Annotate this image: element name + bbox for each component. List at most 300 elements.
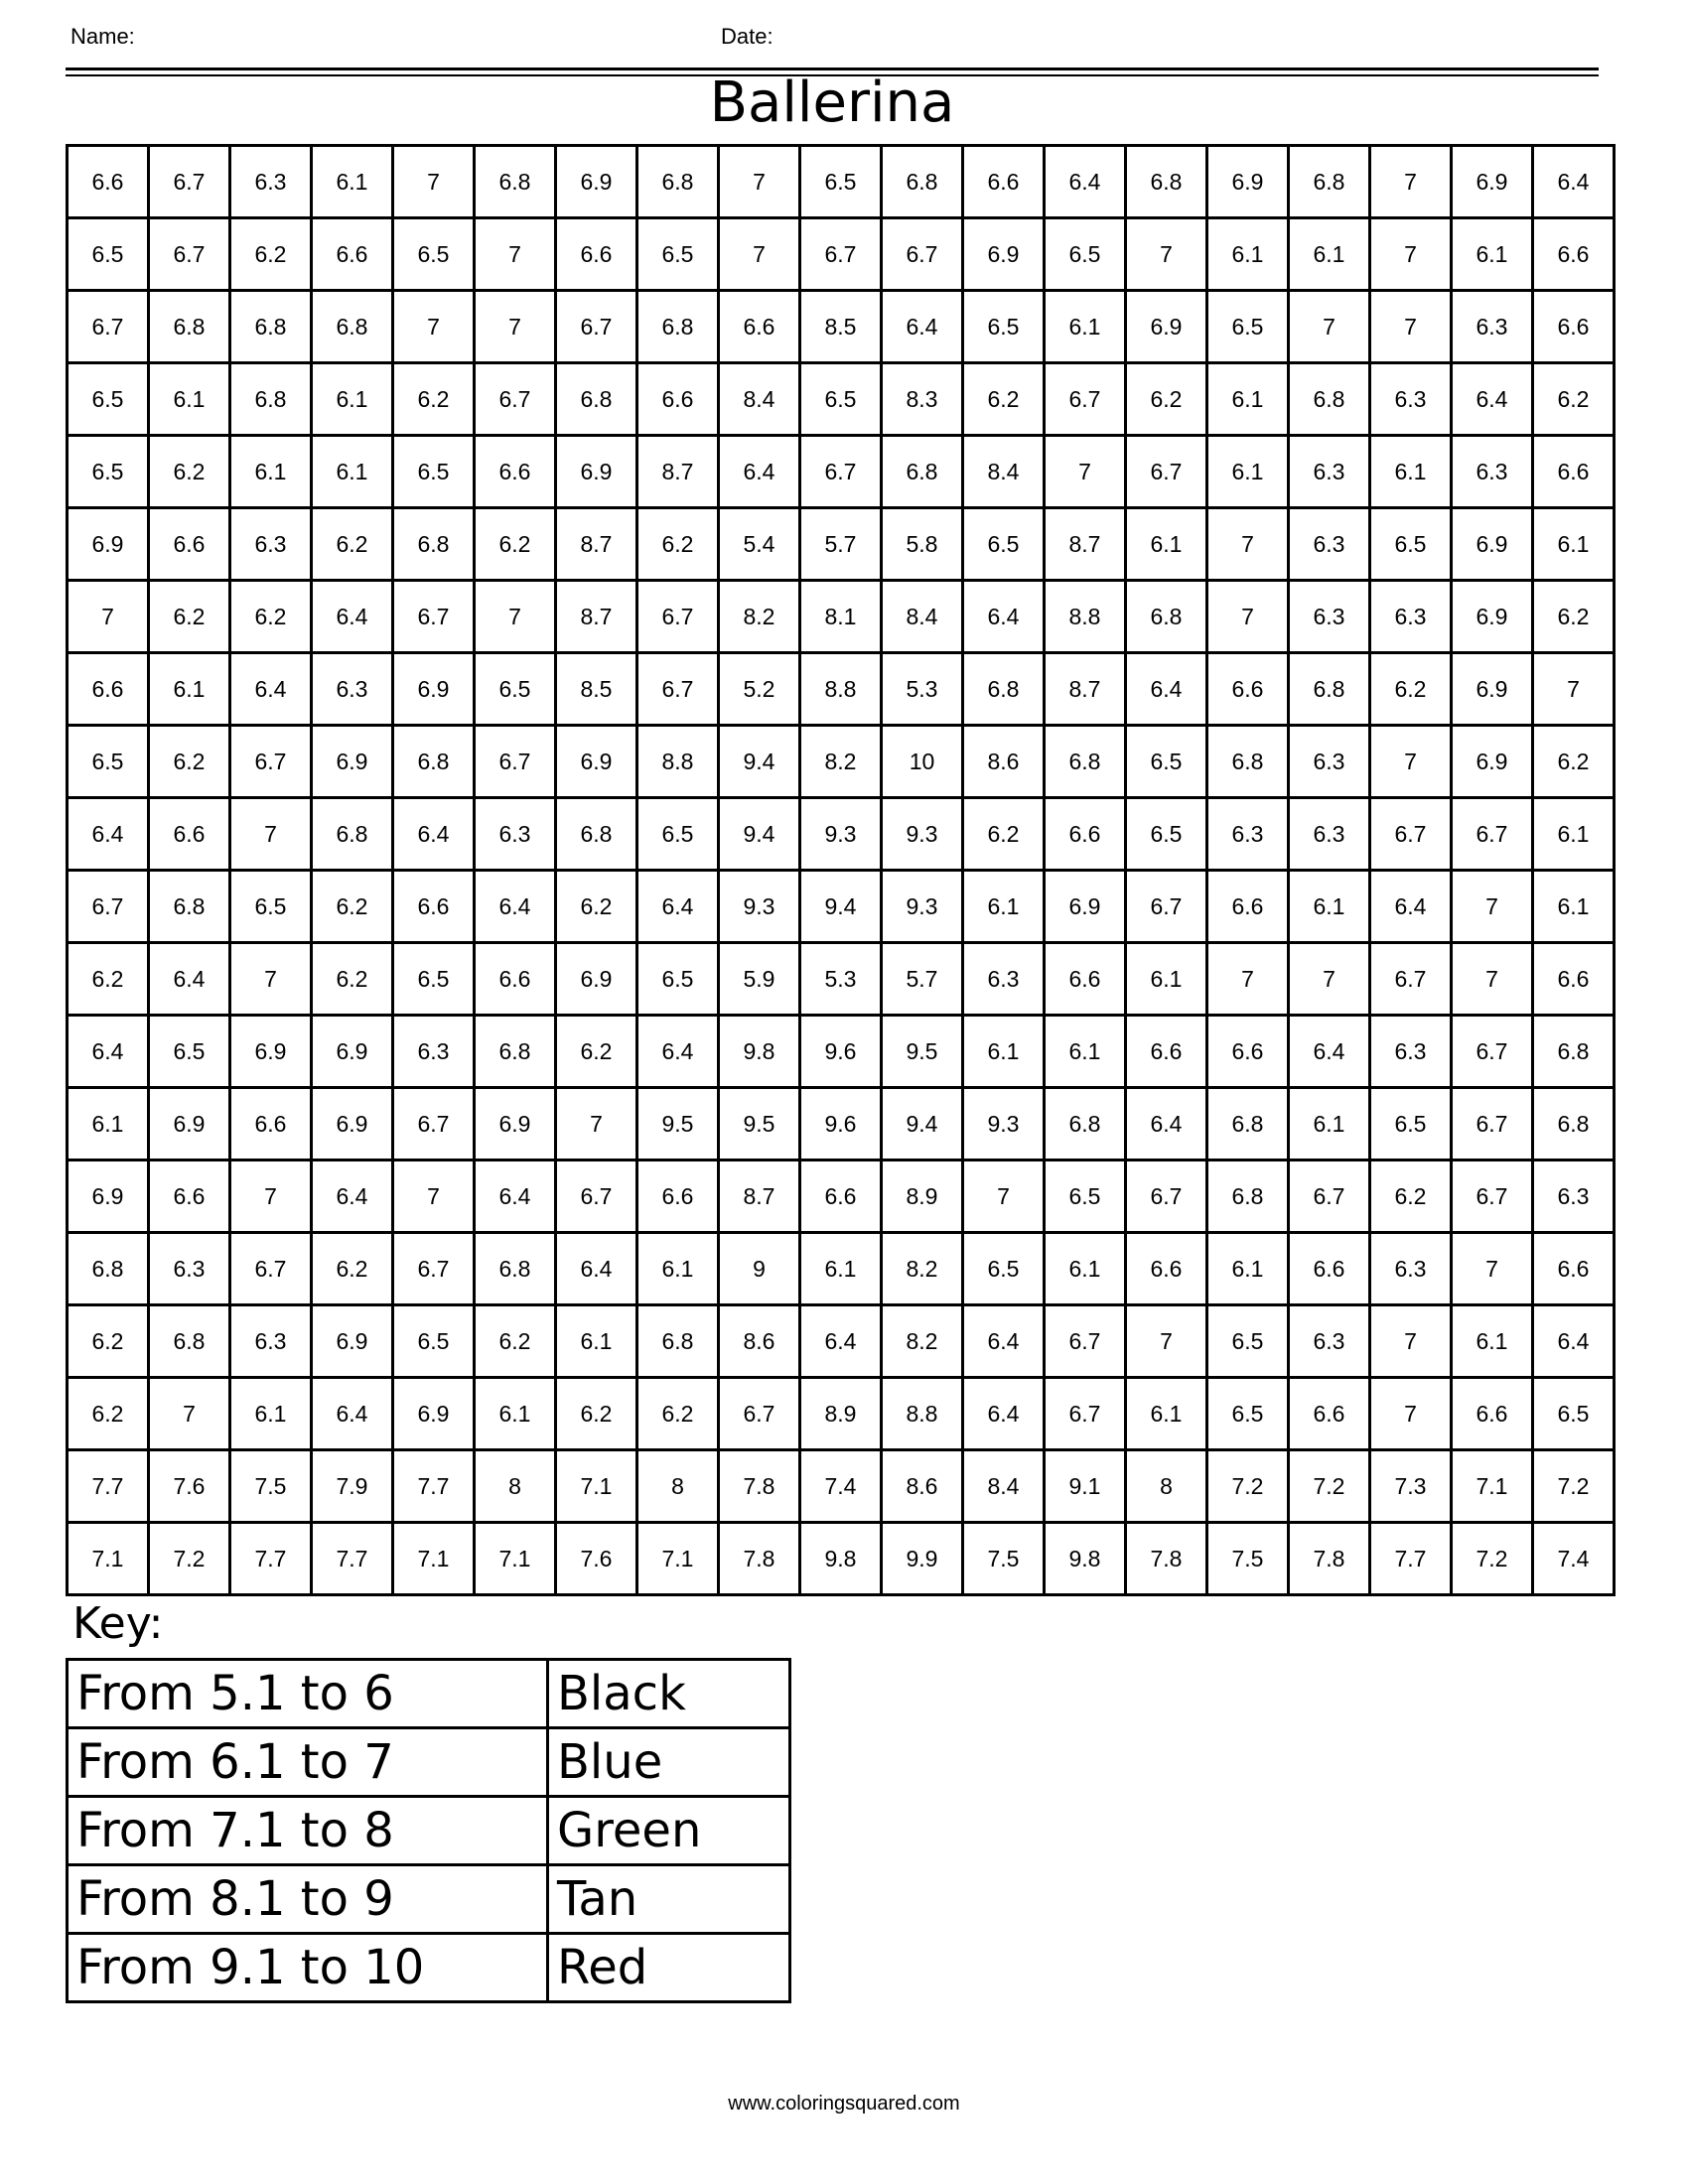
grid-cell: 6.4 (68, 1016, 149, 1088)
grid-cell: 7 (719, 146, 800, 218)
grid-cell: 5.3 (882, 653, 963, 726)
grid-cell: 6.6 (1126, 1016, 1207, 1088)
grid-cell: 7.1 (556, 1450, 637, 1523)
grid-cell: 6.7 (1452, 1088, 1533, 1160)
grid-cell: 6.1 (1289, 218, 1370, 291)
grid-row (68, 1160, 1615, 1233)
grid-cell: 8.6 (719, 1305, 800, 1378)
grid-cell: 6.2 (1533, 581, 1615, 653)
grid-row (68, 291, 1615, 363)
grid-cell: 6.1 (1045, 1233, 1126, 1305)
grid-cell: 7 (393, 291, 475, 363)
grid-cell: 6.7 (393, 581, 475, 653)
grid-cell: 7.8 (719, 1450, 800, 1523)
grid-cell: 6.8 (149, 291, 230, 363)
grid-cell: 6.6 (475, 943, 556, 1016)
grid-cell: 6.6 (1207, 653, 1289, 726)
grid-cell: 9.5 (719, 1088, 800, 1160)
grid-row (68, 146, 1615, 218)
date-label: Date: (721, 24, 774, 49)
grid-row (68, 943, 1615, 1016)
grid-cell: 9.6 (800, 1088, 882, 1160)
grid-cell: 9.8 (1045, 1523, 1126, 1595)
grid-cell: 8.7 (556, 508, 637, 581)
grid-cell: 6.7 (149, 146, 230, 218)
grid-cell: 6.1 (312, 363, 393, 436)
grid-row (68, 436, 1615, 508)
grid-cell: 6.7 (1126, 1160, 1207, 1233)
grid-cell: 7.5 (1207, 1523, 1289, 1595)
grid-row (68, 1523, 1615, 1595)
grid-cell: 6.5 (68, 363, 149, 436)
key-color: Black (548, 1660, 790, 1728)
grid-cell: 6.6 (393, 871, 475, 943)
grid-cell: 7 (1370, 726, 1452, 798)
grid-cell: 9.3 (800, 798, 882, 871)
grid-cell: 8.6 (963, 726, 1045, 798)
grid-cell: 7 (1370, 291, 1452, 363)
grid-cell: 6.3 (1452, 436, 1533, 508)
grid-cell: 6.7 (393, 1233, 475, 1305)
grid-cell: 6.1 (230, 1378, 312, 1450)
grid-cell: 6.1 (1289, 871, 1370, 943)
grid-cell: 6.2 (230, 581, 312, 653)
grid-cell: 6.2 (963, 798, 1045, 871)
grid-cell: 6.5 (1207, 1378, 1289, 1450)
grid-cell: 6.9 (556, 726, 637, 798)
key-range: From 5.1 to 6 (68, 1660, 548, 1728)
grid-cell: 6.1 (1370, 436, 1452, 508)
grid-cell: 6.7 (637, 653, 719, 726)
grid-cell: 6.6 (68, 653, 149, 726)
grid-cell: 6.9 (1452, 726, 1533, 798)
grid-cell: 5.7 (800, 508, 882, 581)
grid-cell: 6.2 (556, 871, 637, 943)
grid-cell: 6.7 (1045, 363, 1126, 436)
grid-cell: 6.4 (1126, 653, 1207, 726)
grid-cell: 6.9 (312, 726, 393, 798)
grid-cell: 6.4 (882, 291, 963, 363)
grid-cell: 6.5 (68, 218, 149, 291)
grid-cell: 6.8 (230, 291, 312, 363)
grid-cell: 6.1 (1207, 436, 1289, 508)
grid-cell: 6.8 (393, 726, 475, 798)
grid-cell: 9.4 (719, 798, 800, 871)
grid-cell: 6.6 (1126, 1233, 1207, 1305)
grid-cell: 7.2 (1289, 1450, 1370, 1523)
key-color: Tan (548, 1865, 790, 1934)
grid-cell: 6.4 (963, 581, 1045, 653)
grid-cell: 6.7 (68, 871, 149, 943)
grid-cell: 6.7 (149, 218, 230, 291)
grid-cell: 6.8 (1207, 1160, 1289, 1233)
grid-cell: 6.5 (800, 146, 882, 218)
grid-cell: 6.2 (637, 1378, 719, 1450)
number-grid (66, 144, 1616, 1596)
grid-cell: 6.8 (68, 1233, 149, 1305)
grid-cell: 6.5 (1207, 291, 1289, 363)
grid-cell: 6.8 (475, 146, 556, 218)
grid-cell: 6.7 (393, 1088, 475, 1160)
key-row (68, 1797, 790, 1865)
grid-cell: 6.2 (312, 508, 393, 581)
grid-cell: 7 (1207, 508, 1289, 581)
grid-cell: 6.8 (882, 146, 963, 218)
grid-cell: 6.9 (556, 436, 637, 508)
grid-cell: 7 (719, 218, 800, 291)
grid-cell: 6.8 (1289, 363, 1370, 436)
grid-cell: 8.8 (800, 653, 882, 726)
grid-cell: 6.9 (1452, 508, 1533, 581)
grid-cell: 6.3 (1533, 1160, 1615, 1233)
grid-cell: 6.1 (637, 1233, 719, 1305)
grid-cell: 8.5 (800, 291, 882, 363)
grid-cell: 9.3 (882, 871, 963, 943)
grid-cell: 6.6 (800, 1160, 882, 1233)
grid-cell: 6.5 (1533, 1378, 1615, 1450)
grid-cell: 6.8 (312, 798, 393, 871)
grid-cell: 6.7 (1370, 943, 1452, 1016)
grid-cell: 6.4 (1370, 871, 1452, 943)
grid-cell: 9.3 (719, 871, 800, 943)
grid-cell: 8.9 (882, 1160, 963, 1233)
grid-row (68, 798, 1615, 871)
grid-cell: 6.8 (1533, 1088, 1615, 1160)
grid-cell: 8.4 (719, 363, 800, 436)
grid-cell: 6.5 (1045, 1160, 1126, 1233)
grid-cell: 6.2 (312, 1233, 393, 1305)
grid-cell: 8.4 (963, 436, 1045, 508)
grid-cell: 6.3 (1370, 1233, 1452, 1305)
grid-cell: 7 (230, 943, 312, 1016)
grid-cell: 9.8 (800, 1523, 882, 1595)
grid-cell: 6.6 (149, 798, 230, 871)
grid-cell: 6.5 (1207, 1305, 1289, 1378)
grid-row (68, 1016, 1615, 1088)
grid-cell: 6.2 (149, 581, 230, 653)
grid-cell: 7 (1207, 943, 1289, 1016)
grid-cell: 6.8 (1207, 726, 1289, 798)
grid-cell: 7.8 (1126, 1523, 1207, 1595)
grid-cell: 6.8 (637, 1305, 719, 1378)
grid-cell: 7.8 (1289, 1523, 1370, 1595)
grid-cell: 6.6 (637, 1160, 719, 1233)
grid-cell: 6.9 (312, 1305, 393, 1378)
grid-cell: 7.7 (230, 1523, 312, 1595)
grid-cell: 6.8 (393, 508, 475, 581)
grid-cell: 9.6 (800, 1016, 882, 1088)
grid-cell: 6.1 (230, 436, 312, 508)
grid-cell: 7 (1370, 1305, 1452, 1378)
grid-cell: 6.5 (149, 1016, 230, 1088)
grid-cell: 6.3 (230, 508, 312, 581)
grid-cell: 7 (1126, 1305, 1207, 1378)
grid-cell: 6.4 (1126, 1088, 1207, 1160)
grid-cell: 7 (1289, 291, 1370, 363)
grid-cell: 8.8 (1045, 581, 1126, 653)
grid-cell: 8.1 (800, 581, 882, 653)
grid-cell: 6.9 (1452, 581, 1533, 653)
grid-cell: 6.2 (556, 1016, 637, 1088)
grid-cell: 6.2 (475, 1305, 556, 1378)
grid-cell: 9.4 (719, 726, 800, 798)
grid-cell: 6.9 (68, 1160, 149, 1233)
grid-cell: 6.5 (68, 726, 149, 798)
key-row (68, 1934, 790, 2002)
grid-cell: 6.1 (556, 1305, 637, 1378)
grid-cell: 7.1 (1452, 1450, 1533, 1523)
grid-cell: 6.6 (963, 146, 1045, 218)
grid-cell: 6.5 (1045, 218, 1126, 291)
grid-cell: 6.4 (475, 871, 556, 943)
grid-cell: 6.1 (800, 1233, 882, 1305)
grid-cell: 6.9 (68, 508, 149, 581)
grid-cell: 6.8 (149, 871, 230, 943)
grid-cell: 6.1 (1452, 1305, 1533, 1378)
grid-cell: 6.8 (882, 436, 963, 508)
key-color: Red (548, 1934, 790, 2002)
grid-cell: 7.1 (637, 1523, 719, 1595)
grid-cell: 6.4 (475, 1160, 556, 1233)
grid-cell: 6.2 (312, 943, 393, 1016)
color-key-table (66, 1658, 791, 2003)
grid-cell: 8.7 (556, 581, 637, 653)
grid-cell: 6.6 (1533, 943, 1615, 1016)
grid-cell: 6.3 (475, 798, 556, 871)
grid-cell: 7.4 (1533, 1523, 1615, 1595)
grid-cell: 6.3 (1289, 508, 1370, 581)
grid-cell: 7.1 (475, 1523, 556, 1595)
grid-cell: 7 (475, 291, 556, 363)
grid-cell: 6.1 (149, 363, 230, 436)
grid-cell: 6.3 (1370, 363, 1452, 436)
grid-cell: 6.6 (556, 218, 637, 291)
grid-cell: 6.8 (230, 363, 312, 436)
grid-cell: 6.2 (1370, 653, 1452, 726)
grid-cell: 5.2 (719, 653, 800, 726)
grid-cell: 7 (1126, 218, 1207, 291)
grid-cell: 7 (1370, 146, 1452, 218)
grid-cell: 6.3 (393, 1016, 475, 1088)
grid-cell: 6.4 (1452, 363, 1533, 436)
grid-cell: 6.5 (1126, 798, 1207, 871)
grid-cell: 6.6 (68, 146, 149, 218)
key-row (68, 1865, 790, 1934)
grid-cell: 6.9 (556, 943, 637, 1016)
grid-cell: 6.6 (1533, 436, 1615, 508)
grid-cell: 6.4 (149, 943, 230, 1016)
grid-cell: 5.3 (800, 943, 882, 1016)
grid-cell: 6.2 (149, 436, 230, 508)
grid-cell: 8.7 (637, 436, 719, 508)
grid-cell: 6.4 (1533, 1305, 1615, 1378)
grid-row (68, 581, 1615, 653)
grid-cell: 6.3 (1289, 581, 1370, 653)
grid-cell: 8.2 (882, 1233, 963, 1305)
grid-row (68, 363, 1615, 436)
grid-cell: 6.4 (637, 1016, 719, 1088)
grid-row (68, 1378, 1615, 1450)
grid-cell: 6.1 (68, 1088, 149, 1160)
grid-cell: 7.5 (963, 1523, 1045, 1595)
grid-cell: 6.1 (1533, 871, 1615, 943)
grid-cell: 6.7 (1126, 436, 1207, 508)
grid-cell: 7.7 (68, 1450, 149, 1523)
grid-cell: 6.3 (1289, 436, 1370, 508)
grid-cell: 6.5 (230, 871, 312, 943)
grid-cell: 7.1 (393, 1523, 475, 1595)
grid-cell: 6.8 (1533, 1016, 1615, 1088)
grid-row (68, 1088, 1615, 1160)
grid-cell: 7 (1452, 943, 1533, 1016)
grid-cell: 6.6 (312, 218, 393, 291)
grid-cell: 7.7 (393, 1450, 475, 1523)
grid-cell: 6.2 (312, 871, 393, 943)
grid-cell: 6.4 (963, 1378, 1045, 1450)
key-row (68, 1728, 790, 1797)
grid-cell: 7 (475, 581, 556, 653)
grid-cell: 8.2 (719, 581, 800, 653)
grid-cell: 8 (475, 1450, 556, 1523)
grid-cell: 6.5 (393, 218, 475, 291)
grid-cell: 6.2 (68, 1378, 149, 1450)
grid-cell: 6.2 (68, 1305, 149, 1378)
grid-cell: 7.6 (556, 1523, 637, 1595)
grid-cell: 6.3 (1207, 798, 1289, 871)
grid-cell: 6.1 (1289, 1088, 1370, 1160)
grid-cell: 6.8 (1289, 653, 1370, 726)
grid-cell: 6.5 (800, 363, 882, 436)
grid-cell: 7 (393, 146, 475, 218)
grid-cell: 6.5 (68, 436, 149, 508)
grid-cell: 6.7 (1289, 1160, 1370, 1233)
grid-cell: 6.1 (149, 653, 230, 726)
grid-cell: 7 (556, 1088, 637, 1160)
grid-cell: 7 (1533, 653, 1615, 726)
grid-cell: 6.6 (1045, 798, 1126, 871)
grid-cell: 8.2 (800, 726, 882, 798)
grid-cell: 6.2 (1533, 363, 1615, 436)
grid-row (68, 508, 1615, 581)
name-label: Name: (70, 24, 135, 49)
grid-cell: 6.5 (1126, 726, 1207, 798)
key-range: From 9.1 to 10 (68, 1934, 548, 2002)
grid-cell: 5.9 (719, 943, 800, 1016)
grid-cell: 6.5 (637, 943, 719, 1016)
grid-cell: 6.5 (393, 1305, 475, 1378)
grid-cell: 7 (1452, 871, 1533, 943)
grid-cell: 6.9 (149, 1088, 230, 1160)
grid-cell: 6.4 (393, 798, 475, 871)
grid-cell: 6.9 (1452, 146, 1533, 218)
grid-row (68, 726, 1615, 798)
grid-cell: 6.8 (556, 798, 637, 871)
grid-cell: 6.9 (556, 146, 637, 218)
footer-url: www.coloringsquared.com (728, 2093, 960, 2115)
grid-cell: 6.3 (1370, 581, 1452, 653)
grid-cell: 6.7 (68, 291, 149, 363)
grid-cell: 9.3 (963, 1088, 1045, 1160)
grid-cell: 6.8 (475, 1016, 556, 1088)
grid-cell: 6.2 (149, 726, 230, 798)
grid-cell: 9.4 (800, 871, 882, 943)
grid-cell: 6.8 (1126, 581, 1207, 653)
grid-cell: 6.8 (475, 1233, 556, 1305)
grid-cell: 6.1 (1533, 798, 1615, 871)
grid-cell: 7.2 (149, 1523, 230, 1595)
key-range: From 6.1 to 7 (68, 1728, 548, 1797)
grid-row (68, 871, 1615, 943)
grid-cell: 6.1 (1207, 363, 1289, 436)
grid-cell: 6.7 (800, 218, 882, 291)
grid-cell: 6.2 (1370, 1160, 1452, 1233)
grid-cell: 7 (1289, 943, 1370, 1016)
grid-cell: 9.5 (637, 1088, 719, 1160)
grid-cell: 6.1 (1045, 1016, 1126, 1088)
grid-cell: 6.4 (312, 1160, 393, 1233)
grid-cell: 9.5 (882, 1016, 963, 1088)
grid-cell: 6.7 (475, 363, 556, 436)
grid-cell: 6.5 (637, 798, 719, 871)
grid-cell: 7.3 (1370, 1450, 1452, 1523)
grid-cell: 6.7 (800, 436, 882, 508)
grid-cell: 6.4 (637, 871, 719, 943)
grid-cell: 7 (1370, 218, 1452, 291)
grid-cell: 6.6 (149, 1160, 230, 1233)
grid-cell: 6.1 (1207, 218, 1289, 291)
grid-cell: 6.3 (1289, 798, 1370, 871)
grid-cell: 7.6 (149, 1450, 230, 1523)
grid-cell: 7.1 (68, 1523, 149, 1595)
grid-cell: 6.9 (393, 1378, 475, 1450)
grid-cell: 8.4 (882, 581, 963, 653)
grid-cell: 7.4 (800, 1450, 882, 1523)
grid-cell: 9.1 (1045, 1450, 1126, 1523)
grid-cell: 6.7 (1452, 798, 1533, 871)
grid-cell: 6.6 (637, 363, 719, 436)
key-range: From 7.1 to 8 (68, 1797, 548, 1865)
grid-cell: 6.3 (1370, 1016, 1452, 1088)
grid-cell: 6.1 (312, 146, 393, 218)
grid-cell: 7 (1045, 436, 1126, 508)
grid-cell: 8.7 (1045, 508, 1126, 581)
grid-cell: 6.9 (1452, 653, 1533, 726)
grid-cell: 8 (1126, 1450, 1207, 1523)
grid-cell: 5.4 (719, 508, 800, 581)
grid-cell: 7.9 (312, 1450, 393, 1523)
grid-cell: 6.1 (312, 436, 393, 508)
grid-cell: 5.8 (882, 508, 963, 581)
grid-cell: 6.1 (1207, 1233, 1289, 1305)
grid-cell: 6.1 (1126, 943, 1207, 1016)
grid-cell: 6.2 (1126, 363, 1207, 436)
grid-cell: 6.1 (1533, 508, 1615, 581)
key-color: Blue (548, 1728, 790, 1797)
grid-cell: 6.9 (312, 1016, 393, 1088)
grid-cell: 6.2 (230, 218, 312, 291)
grid-row (68, 218, 1615, 291)
grid-cell: 6.4 (312, 581, 393, 653)
grid-cell: 6.4 (230, 653, 312, 726)
grid-cell: 6.5 (1370, 1088, 1452, 1160)
grid-cell: 6.6 (1533, 291, 1615, 363)
grid-cell: 6.5 (393, 436, 475, 508)
grid-cell: 6.8 (963, 653, 1045, 726)
key-range: From 8.1 to 9 (68, 1865, 548, 1934)
grid-cell: 6.6 (1289, 1378, 1370, 1450)
grid-cell: 6.7 (1452, 1160, 1533, 1233)
grid-cell: 9.8 (719, 1016, 800, 1088)
